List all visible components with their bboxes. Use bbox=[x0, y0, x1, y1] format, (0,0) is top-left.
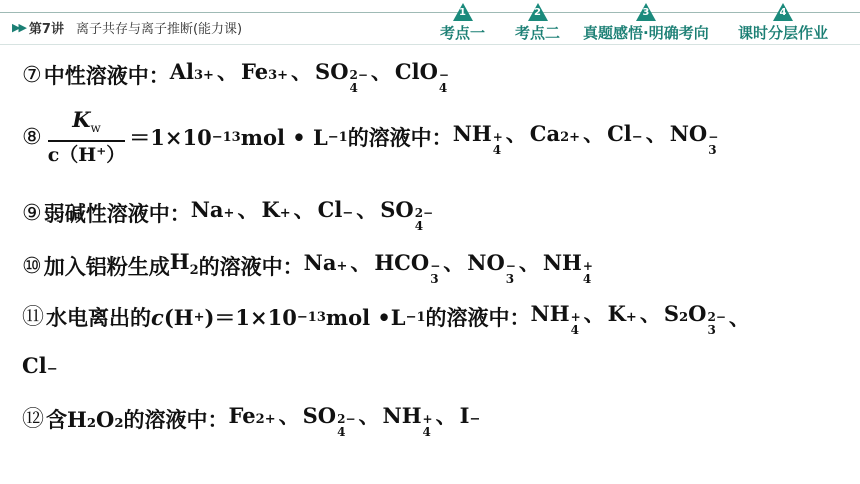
ion-subscript: 3 bbox=[707, 323, 716, 337]
concentration-symbol: c bbox=[151, 305, 164, 330]
condition-unit: mol • L bbox=[240, 125, 328, 150]
item-text-b: 的溶液中： bbox=[198, 254, 304, 279]
ion-base: Cl bbox=[607, 121, 632, 146]
separator: 、 bbox=[216, 60, 238, 84]
nav-index: 1 bbox=[459, 7, 466, 18]
ion-base: ClO bbox=[394, 59, 438, 84]
separator: 、 bbox=[350, 250, 372, 275]
ion-sup-sub bbox=[430, 258, 441, 286]
slide-header bbox=[0, 0, 860, 46]
ion-base: SO bbox=[380, 197, 414, 222]
item-9 bbox=[22, 196, 433, 232]
ion-subscript: 4 bbox=[570, 323, 579, 337]
ion-subscript: 3 bbox=[708, 143, 717, 157]
ion bbox=[380, 196, 433, 232]
ion-charge: − bbox=[342, 206, 354, 221]
item-number: ⑩ bbox=[22, 253, 42, 279]
separator: 、 bbox=[505, 122, 527, 146]
ion-base: Fe bbox=[240, 59, 269, 84]
ion-charge: + bbox=[223, 206, 235, 221]
triangle-marker-icon bbox=[636, 3, 656, 21]
header-top-rule bbox=[0, 12, 860, 13]
ion-subscript: 3 bbox=[430, 271, 439, 286]
nav-tab-homework[interactable] bbox=[738, 0, 828, 46]
ion-base: SO bbox=[302, 403, 337, 428]
ion bbox=[170, 58, 214, 90]
ion bbox=[22, 352, 58, 384]
ion-base: I bbox=[459, 403, 470, 428]
ion-base: Cl bbox=[317, 197, 343, 222]
separator: 、 bbox=[583, 302, 605, 326]
ion bbox=[670, 120, 719, 156]
ion-list bbox=[229, 402, 481, 438]
item-text: 中性溶液中： bbox=[43, 64, 170, 88]
ion-charge: 3+ bbox=[194, 68, 214, 83]
header-bottom-rule bbox=[0, 44, 860, 45]
ion bbox=[315, 58, 368, 94]
triangle-marker-icon bbox=[528, 3, 548, 21]
ion-base: NH bbox=[542, 249, 582, 275]
nav-index: 4 bbox=[779, 7, 787, 18]
item-number: ⑪ bbox=[22, 305, 45, 330]
separator: 、 bbox=[370, 60, 392, 84]
ion-subscript: 3 bbox=[505, 271, 515, 286]
ion bbox=[543, 249, 593, 285]
ion bbox=[453, 120, 503, 156]
ion-sup-sub bbox=[571, 312, 581, 336]
separator: 、 bbox=[291, 60, 313, 84]
separator: 、 bbox=[237, 198, 259, 222]
condition-unit: mol •L bbox=[325, 305, 406, 330]
ion bbox=[531, 300, 581, 336]
ion-base: K bbox=[261, 197, 280, 222]
item-7 bbox=[22, 58, 449, 94]
ion bbox=[318, 196, 354, 228]
item-12 bbox=[22, 402, 480, 438]
nav-label: 真题感悟·明确考向 bbox=[583, 24, 709, 42]
item-text: 的溶液中： bbox=[347, 126, 453, 150]
ion-base: Cl bbox=[22, 353, 47, 378]
ion-sup-sub bbox=[707, 312, 725, 336]
ion-subscript: 4 bbox=[337, 425, 346, 439]
ion bbox=[304, 249, 348, 281]
ion-charge: − bbox=[46, 362, 58, 377]
ion-base: HCO bbox=[374, 249, 430, 275]
condition-exponent: −13 bbox=[211, 130, 241, 145]
item-text-a: 水电离出的 bbox=[46, 306, 152, 330]
ion-base: Na bbox=[190, 197, 224, 222]
ion-base: NO bbox=[467, 249, 505, 275]
triangle-marker-icon bbox=[773, 3, 793, 21]
separator: 、 bbox=[645, 122, 667, 146]
ion bbox=[608, 300, 637, 332]
item-text: 弱碱性溶液中： bbox=[43, 202, 191, 226]
ion-sup-sub bbox=[505, 258, 516, 286]
ion-charge: − bbox=[430, 258, 441, 273]
ion-subscript: 4 bbox=[492, 143, 502, 157]
kw-subscript: w bbox=[90, 121, 101, 136]
unit-exponent: −1 bbox=[327, 130, 348, 145]
item-number: ⑦ bbox=[22, 63, 42, 88]
ion-list bbox=[304, 249, 593, 285]
ion-charge: − bbox=[438, 68, 449, 82]
item-text-b: 的溶液中： bbox=[425, 306, 531, 330]
ion-charge: − bbox=[505, 258, 516, 273]
ion-charge: 2+ bbox=[560, 130, 581, 145]
condition-value: )＝1×10 bbox=[204, 305, 297, 330]
ion-subscript: 4 bbox=[438, 81, 448, 95]
h2-base: H bbox=[169, 249, 190, 274]
ion bbox=[664, 300, 726, 336]
separator: 、 bbox=[728, 306, 750, 330]
ion bbox=[191, 196, 235, 228]
nav-label: 考点一 bbox=[440, 24, 486, 42]
ion bbox=[383, 402, 433, 438]
ion-sup-sub bbox=[350, 70, 368, 94]
item-11 bbox=[22, 300, 753, 336]
ion-charge: + bbox=[492, 130, 503, 144]
unit-exponent: −1 bbox=[405, 310, 426, 325]
kw-symbol: K bbox=[72, 106, 91, 132]
ion bbox=[467, 249, 516, 285]
fraction-denominator: c（H⁺） bbox=[47, 144, 126, 167]
item-text-a: 含 bbox=[46, 408, 68, 432]
h2o2-formula: H₂O₂ bbox=[67, 407, 124, 432]
nav-index: 2 bbox=[534, 7, 541, 18]
h-ion-charge: + bbox=[193, 310, 205, 325]
ion-list bbox=[453, 120, 719, 156]
h2-formula bbox=[170, 248, 199, 285]
ion-base: Ca bbox=[529, 121, 561, 146]
item-number: ⑫ bbox=[22, 407, 45, 432]
separator: 、 bbox=[278, 404, 300, 428]
triangle-marker-icon bbox=[453, 3, 473, 21]
ion-base: NH bbox=[530, 301, 570, 326]
ion bbox=[460, 402, 481, 434]
ion-charge: + bbox=[582, 258, 593, 273]
separator: 、 bbox=[443, 250, 465, 275]
ion-base: Fe bbox=[228, 403, 256, 428]
ion bbox=[374, 249, 440, 285]
ion-subscript: 4 bbox=[422, 425, 431, 439]
item-number: ⑧ bbox=[22, 125, 42, 150]
lesson-title: 离子共存与离子推断(能力课) bbox=[75, 22, 243, 37]
lesson-title-bar bbox=[12, 18, 242, 37]
fraction-numerator bbox=[72, 108, 101, 140]
ion-sup-sub bbox=[439, 70, 449, 94]
separator: 、 bbox=[639, 302, 661, 326]
separator: 、 bbox=[293, 198, 315, 222]
ion-base: NH bbox=[382, 403, 422, 428]
ion-charge: − bbox=[708, 130, 719, 144]
ion bbox=[303, 402, 356, 438]
nav-tab-kaodian-2[interactable] bbox=[515, 0, 560, 46]
ion-charge: 2− bbox=[349, 68, 368, 82]
ion-charge: 2+ bbox=[255, 412, 276, 427]
ion-charge: 2− bbox=[414, 206, 434, 220]
ion bbox=[395, 58, 449, 94]
nav-label: 考点二 bbox=[515, 24, 561, 42]
ion-base: Na bbox=[303, 249, 337, 275]
ion bbox=[530, 120, 580, 152]
ion-sup-sub bbox=[708, 132, 718, 156]
ion-subscript: 4 bbox=[582, 271, 592, 286]
ion bbox=[607, 120, 643, 152]
nav-label: 课时分层作业 bbox=[738, 24, 829, 42]
ion-charge: + bbox=[422, 412, 433, 426]
item-11-continued bbox=[22, 352, 58, 384]
separator: 、 bbox=[583, 122, 605, 146]
ion-sup-sub bbox=[337, 414, 355, 438]
ion-charge: − bbox=[631, 130, 643, 145]
item-number: ⑨ bbox=[22, 201, 42, 226]
separator: 、 bbox=[435, 404, 457, 428]
ion-sup-sub bbox=[423, 414, 433, 438]
item-text-b: 的溶液中： bbox=[123, 408, 229, 432]
kw-fraction bbox=[48, 108, 126, 168]
condition-value: ＝1×10 bbox=[129, 125, 212, 150]
condition-exponent: −13 bbox=[296, 310, 326, 325]
ion-sup-sub bbox=[415, 208, 433, 232]
nav-tab-real-exam[interactable] bbox=[583, 0, 709, 46]
ion-charge: 2− bbox=[337, 412, 356, 426]
separator: 、 bbox=[358, 404, 380, 428]
h2-subscript: 2 bbox=[189, 263, 199, 279]
ion-base: NO bbox=[669, 121, 708, 146]
item-10 bbox=[22, 248, 593, 285]
ion-base: K bbox=[607, 301, 626, 326]
ion-base: SO bbox=[315, 59, 349, 84]
ion-base: Al bbox=[169, 59, 195, 84]
double-arrow-icon: ▶▶ bbox=[12, 21, 25, 34]
nav-index: 3 bbox=[642, 7, 650, 18]
ion bbox=[261, 196, 290, 228]
nav-tab-kaodian-1[interactable] bbox=[440, 0, 485, 46]
ion-list bbox=[170, 58, 449, 94]
lesson-number: 第7讲 bbox=[28, 22, 64, 37]
ion-list bbox=[191, 196, 433, 232]
ion-charge: + bbox=[336, 258, 348, 274]
item-8 bbox=[22, 108, 718, 168]
ion bbox=[241, 58, 288, 90]
ion-charge: 2− bbox=[707, 310, 726, 324]
ion-list bbox=[531, 300, 726, 336]
separator: 、 bbox=[356, 198, 378, 222]
h-ion-open: (H bbox=[163, 305, 194, 330]
ion-base: S₂O bbox=[663, 301, 707, 326]
ion-sup-sub bbox=[582, 258, 593, 286]
ion-sup-sub bbox=[493, 132, 503, 156]
item-text-a: 加入铝粉生成 bbox=[43, 254, 170, 279]
ion bbox=[229, 402, 276, 434]
ion-subscript: 4 bbox=[349, 81, 358, 95]
ion-charge: + bbox=[625, 310, 637, 325]
ion-subscript: 4 bbox=[414, 219, 424, 233]
ion-charge: − bbox=[469, 412, 481, 427]
ion-charge: 3+ bbox=[268, 68, 289, 83]
ion-charge: + bbox=[570, 310, 581, 324]
separator: 、 bbox=[518, 250, 540, 275]
ion-charge: + bbox=[279, 206, 291, 221]
ion-base: NH bbox=[452, 121, 492, 146]
